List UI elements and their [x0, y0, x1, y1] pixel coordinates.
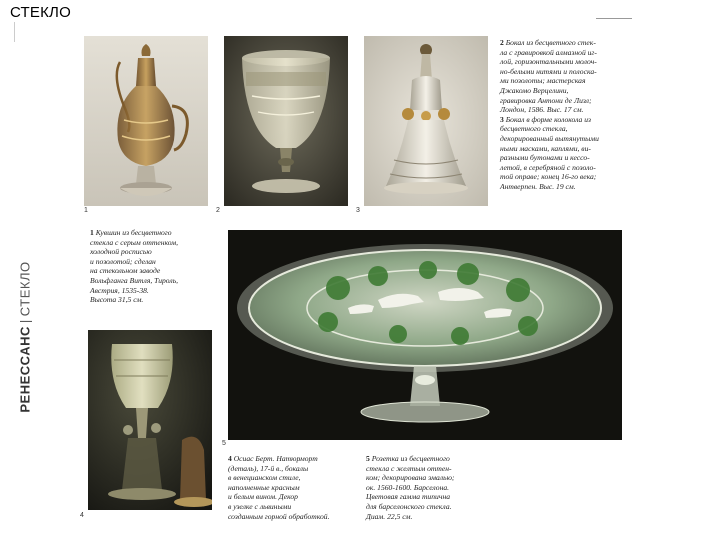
- caption-line: Австрия, 1535-38.: [90, 285, 149, 295]
- caption-4: [228, 454, 364, 521]
- caption-line: и позолотой; сделан: [90, 256, 156, 266]
- still-life-photo: [88, 330, 212, 510]
- caption-line: Вольфганга Витля, Тироль,: [90, 275, 179, 285]
- caption-line: Антверпен. Выс. 19 см.: [500, 181, 576, 191]
- ewer-photo: [84, 36, 208, 206]
- caption-line: ок. 1560-1600. Барселона.: [366, 482, 450, 492]
- caption-number: 2: [500, 38, 504, 47]
- caption-line: [228, 454, 364, 464]
- caption-1: [90, 228, 220, 305]
- caption-line: но-белыми нитями и полоска-: [500, 66, 597, 76]
- figure-number: 3: [356, 207, 360, 214]
- caption-line: для барселонского стекла.: [366, 501, 452, 511]
- caption-line: бесцветного стекла,: [500, 124, 568, 134]
- caption-number: 4: [228, 454, 232, 463]
- caption-text: Розетка из бесцветного: [371, 454, 450, 463]
- divider: [596, 18, 632, 19]
- caption-line: созданным горной обработкой.: [228, 511, 330, 521]
- tazza-photo: [228, 230, 622, 440]
- caption-line: Высота 31,5 см.: [90, 295, 144, 305]
- caption-line: ми позолоты; мастерская: [500, 76, 586, 86]
- caption-line: [366, 454, 502, 464]
- bell-cup-photo: [364, 36, 488, 206]
- caption-line: Цветовая гамма типична: [366, 492, 451, 502]
- caption-line: наполненные красным: [228, 482, 300, 492]
- caption-line: [90, 228, 220, 238]
- divider: [14, 22, 15, 42]
- goblet-photo: [224, 36, 348, 206]
- spine-text: [18, 261, 33, 412]
- caption-line: гравировка Антони де Лизл;: [500, 95, 592, 105]
- caption-text: Бокал в форме колокола из: [505, 114, 591, 124]
- spine-part-1: РЕНЕССАНС: [17, 326, 33, 413]
- caption-line: [500, 115, 636, 125]
- caption-line: [500, 38, 636, 48]
- figure-number: 5: [222, 440, 226, 447]
- caption-line: ла с гравировкой алмазной иг-: [500, 47, 597, 57]
- caption-number: 5: [366, 454, 370, 463]
- spine-part-2: СТЕКЛО: [17, 261, 33, 317]
- caption-line: Диам. 22,5 см.: [366, 511, 413, 521]
- slide-title: СТЕКЛО: [10, 4, 71, 21]
- caption-line: той оправе; конец 16-го века;: [500, 172, 597, 182]
- caption-line: холодной росписью: [90, 247, 152, 257]
- caption-line: лой, горизонтальными молоч-: [500, 57, 597, 67]
- spine-separator: |: [17, 319, 33, 324]
- book-spine-label: [14, 262, 36, 412]
- caption-number: 3: [500, 114, 504, 124]
- caption-line: в узелке с львиными: [228, 501, 292, 511]
- caption-line: стекла с желтым оттен-: [366, 463, 452, 473]
- caption-line: на стекольном заводе: [90, 266, 161, 276]
- caption-text: Бокал из бесцветного стек-: [505, 38, 596, 47]
- caption-text: Кувшин из бесцветного: [95, 228, 172, 237]
- caption-line: (деталь), 17-й в., бокалы: [228, 463, 309, 473]
- caption-line: декорированный вытянутыми: [500, 133, 599, 143]
- caption-line: разными бутонами и кессо-: [500, 153, 590, 163]
- caption-line: и белым вином. Декор: [228, 492, 298, 502]
- caption-5: [366, 454, 502, 521]
- caption-number: 1: [90, 228, 94, 237]
- figure-number: 1: [84, 207, 88, 214]
- caption-line: ными масками, каплями, ви-: [500, 143, 591, 153]
- caption-line: стекла с серым оттенком,: [90, 237, 179, 247]
- caption-line: в венецианском стиле,: [228, 473, 301, 483]
- figure-number: 4: [80, 512, 84, 519]
- figure-number: 2: [216, 207, 220, 214]
- caption-line: ком; декорирована эмалью;: [366, 473, 455, 483]
- caption-text: Осиас Берт. Натюрморт: [233, 454, 318, 463]
- caption-line: летой, в серебряной с позоло-: [500, 162, 596, 172]
- caption-line: Лондон, 1586. Выс. 17 см.: [500, 105, 584, 115]
- caption-line: Джакомо Верцелини,: [500, 85, 569, 95]
- caption-2-3: [500, 38, 636, 192]
